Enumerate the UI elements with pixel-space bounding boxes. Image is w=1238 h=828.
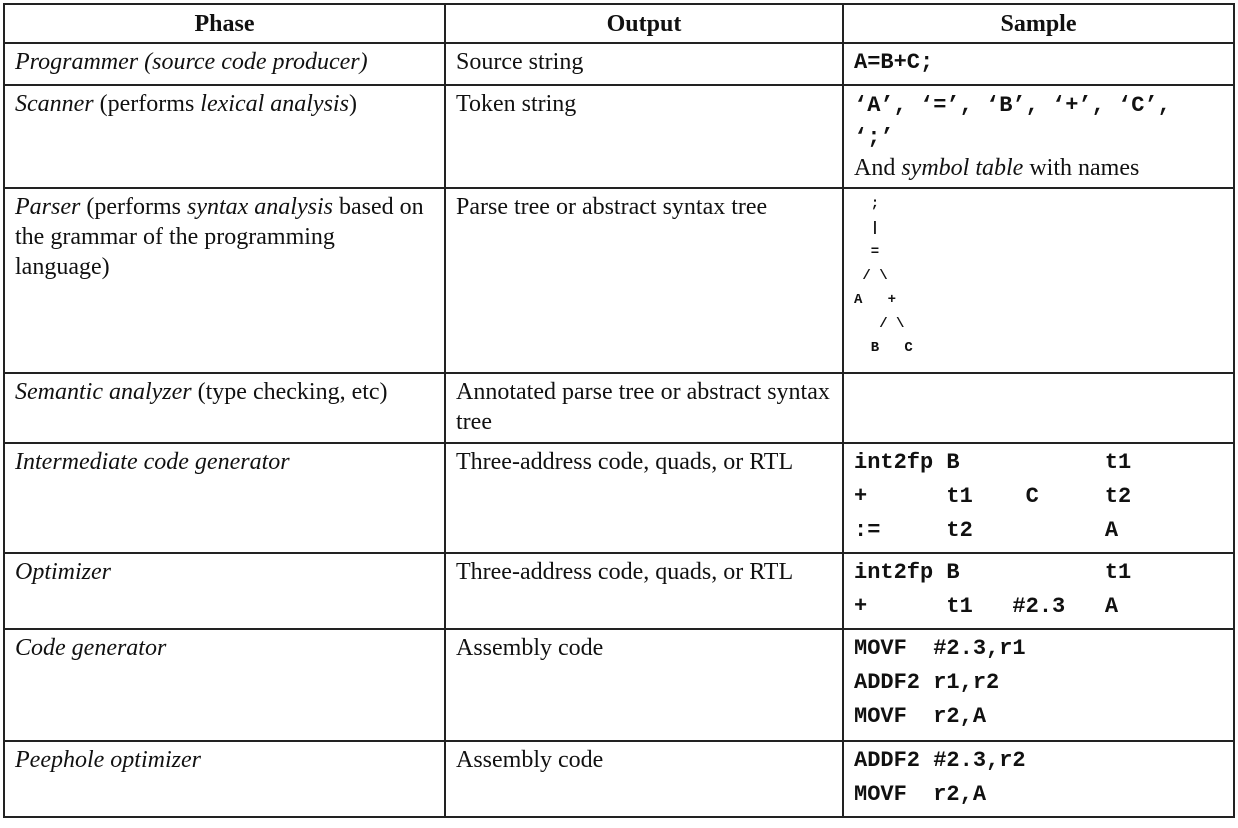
sample-cell	[843, 373, 1234, 443]
sample-cell	[843, 741, 1234, 817]
output-cell: Three-address code, quads, or RTL	[445, 443, 843, 553]
sample-cell	[843, 188, 1234, 373]
sample-cell	[843, 85, 1234, 188]
phase-name: Programmer (source code producer)	[15, 49, 368, 75]
syntax-tree-sample: ; | = / \ A + / \ B C	[854, 196, 913, 356]
sample-code: MOVF #2.3,r1 ADDF2 r1,r2 MOVF r2,A	[854, 636, 1026, 729]
header-phase: Phase	[4, 4, 445, 43]
phase-name: Intermediate code generator	[15, 449, 290, 475]
phase-desc-italic: syntax analysis	[186, 194, 333, 220]
phase-name: Semantic analyzer	[15, 379, 192, 405]
table-row	[4, 629, 1234, 741]
table-row	[4, 188, 1234, 373]
compiler-phases-table-wrapper	[3, 3, 1235, 818]
table-row	[4, 85, 1234, 188]
sample-note-end: with names	[1023, 155, 1140, 181]
phase-desc: (performs	[80, 194, 187, 220]
phase-desc: (type checking, etc)	[191, 379, 388, 405]
table-row	[4, 443, 1234, 553]
sample-cell	[843, 443, 1234, 553]
phase-name: Peephole optimizer	[15, 747, 201, 773]
header-output: Output	[445, 4, 843, 43]
phase-cell	[4, 373, 445, 443]
sample-code: ADDF2 #2.3,r2 MOVF r2,A	[854, 748, 1026, 807]
output-cell: Parse tree or abstract syntax tree	[445, 188, 843, 373]
sample-code: A=B+C;	[854, 50, 934, 75]
phase-desc: (performs	[93, 91, 201, 117]
phase-cell	[4, 43, 445, 85]
compiler-phases-table	[3, 3, 1235, 818]
sample-cell	[843, 43, 1234, 85]
output-cell: Token string	[445, 85, 843, 188]
sample-cell	[843, 629, 1234, 741]
sample-tokens: ‘A’, ‘=’, ‘B’, ‘+’, ‘C’, ‘;’	[854, 93, 1171, 150]
phase-name: Parser	[15, 194, 81, 220]
output-cell: Assembly code	[445, 741, 843, 817]
phase-desc-end: )	[348, 91, 357, 117]
sample-code: int2fp B t1 + t1 C t2 := t2 A	[854, 450, 1132, 543]
phase-cell	[4, 741, 445, 817]
sample-note: And	[854, 155, 902, 181]
table-row	[4, 43, 1234, 85]
phase-name: Optimizer	[15, 559, 111, 585]
header-row	[4, 4, 1234, 43]
output-cell: Source string	[445, 43, 843, 85]
sample-cell	[843, 553, 1234, 629]
phase-cell	[4, 553, 445, 629]
phase-desc-end: based on the grammar of the programming language)	[15, 194, 424, 280]
output-cell: Assembly code	[445, 629, 843, 741]
phase-name: Code generator	[15, 635, 167, 661]
phase-cell	[4, 85, 445, 188]
phase-cell	[4, 188, 445, 373]
phase-cell	[4, 443, 445, 553]
sample-note-italic: symbol table	[901, 155, 1024, 181]
phase-cell	[4, 629, 445, 741]
output-cell: Three-address code, quads, or RTL	[445, 553, 843, 629]
phase-name: Scanner	[15, 91, 94, 117]
table-row	[4, 553, 1234, 629]
table-row	[4, 373, 1234, 443]
output-cell: Annotated parse tree or abstract syntax tree	[445, 373, 843, 443]
table-row	[4, 741, 1234, 817]
header-sample: Sample	[843, 4, 1234, 43]
sample-code: int2fp B t1 + t1 #2.3 A	[854, 560, 1132, 619]
phase-desc-italic: lexical analysis	[200, 91, 349, 117]
